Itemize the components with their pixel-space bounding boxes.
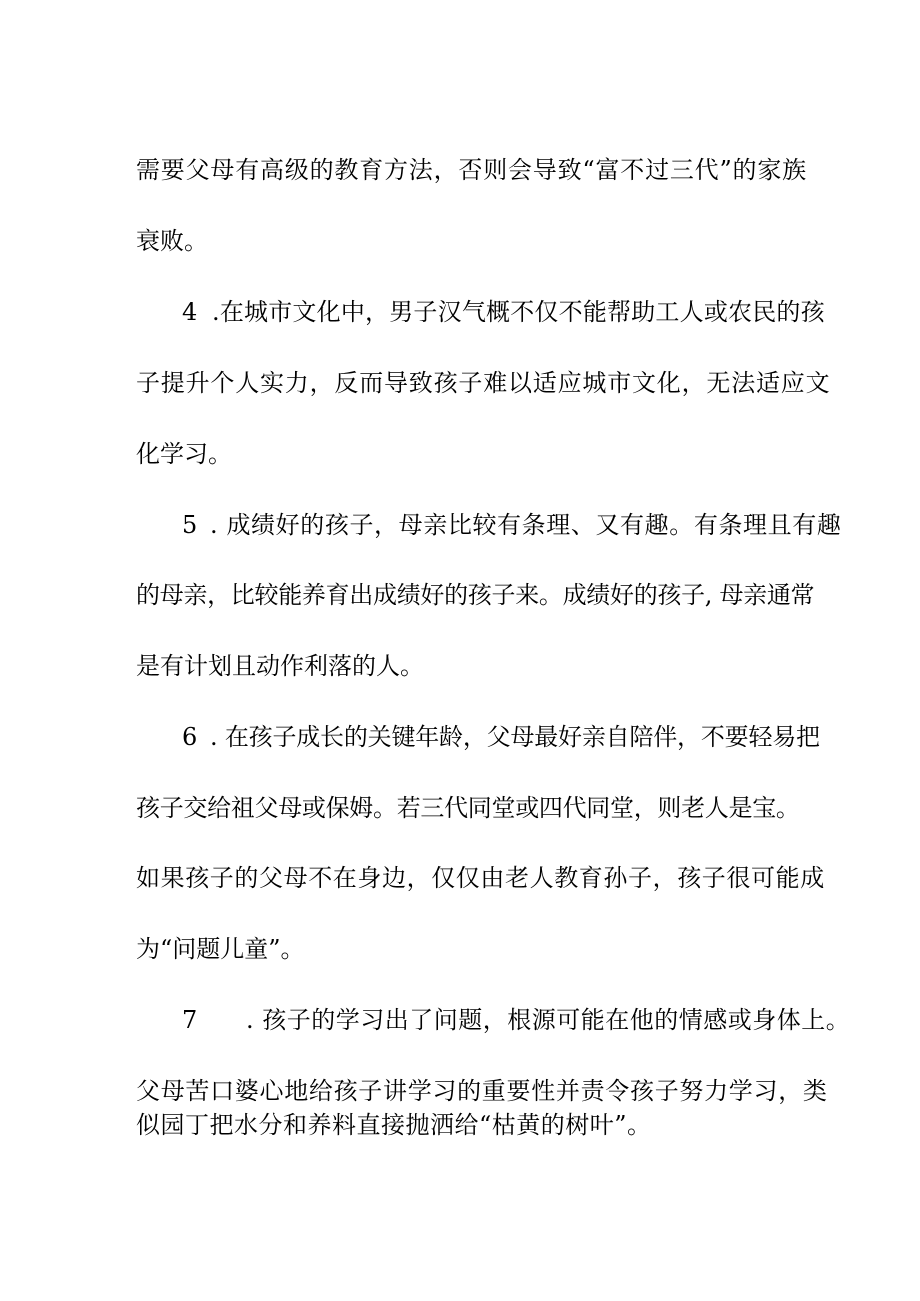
paragraph-line: 似园丁把水分和养料直接抛洒给“枯黄的树叶”。	[136, 1111, 652, 1139]
paragraph-line: 的母亲，比较能养育出成绩好的孩子来。成绩好的孩子, 母亲通常	[136, 581, 815, 609]
paragraph-line: 如果孩子的父母不在身边，仅仅由老人教育孙子，孩子很可能成	[136, 864, 825, 892]
paragraph-line: 是有计划且动作利落的人。	[136, 652, 424, 680]
paragraph-line: . 成绩好的孩子，母亲比较有条理、又有趣。有条理且有趣	[210, 511, 842, 539]
paragraph-line: 孩子交给祖父母或保姆。若三代同堂或四代同堂，则老人是宝。	[136, 794, 800, 822]
paragraph-line: 衰败。	[136, 227, 208, 255]
paragraph-line: . 孩子的学习出了问题，根源可能在他的情感或身体上。	[246, 1006, 851, 1034]
item-number: 6	[182, 723, 198, 751]
paragraph-line: 子提升个人实力，反而导致孩子难以适应城市文化，无法适应文	[136, 369, 831, 397]
paragraph-line: 为“问题儿童”。	[136, 935, 305, 963]
item-number: 5	[182, 511, 198, 539]
paragraph-line: 化学习。	[136, 440, 232, 468]
paragraph-line: 需要父母有高级的教育方法，否则会导致“富不过三代”的家族	[136, 156, 807, 184]
item-number: 7	[182, 1006, 198, 1034]
paragraph-line: 父母苦口婆心地给孩子讲学习的重要性并责令孩子努力学习，类	[136, 1077, 828, 1105]
paragraph-line: . 在孩子成长的关键年龄，父母最好亲自陪伴，不要轻易把	[210, 723, 820, 751]
item-number: 4	[182, 298, 198, 326]
paragraph-line: .在城市文化中，男子汉气概不仅不能帮助工人或农民的孩	[212, 298, 825, 326]
